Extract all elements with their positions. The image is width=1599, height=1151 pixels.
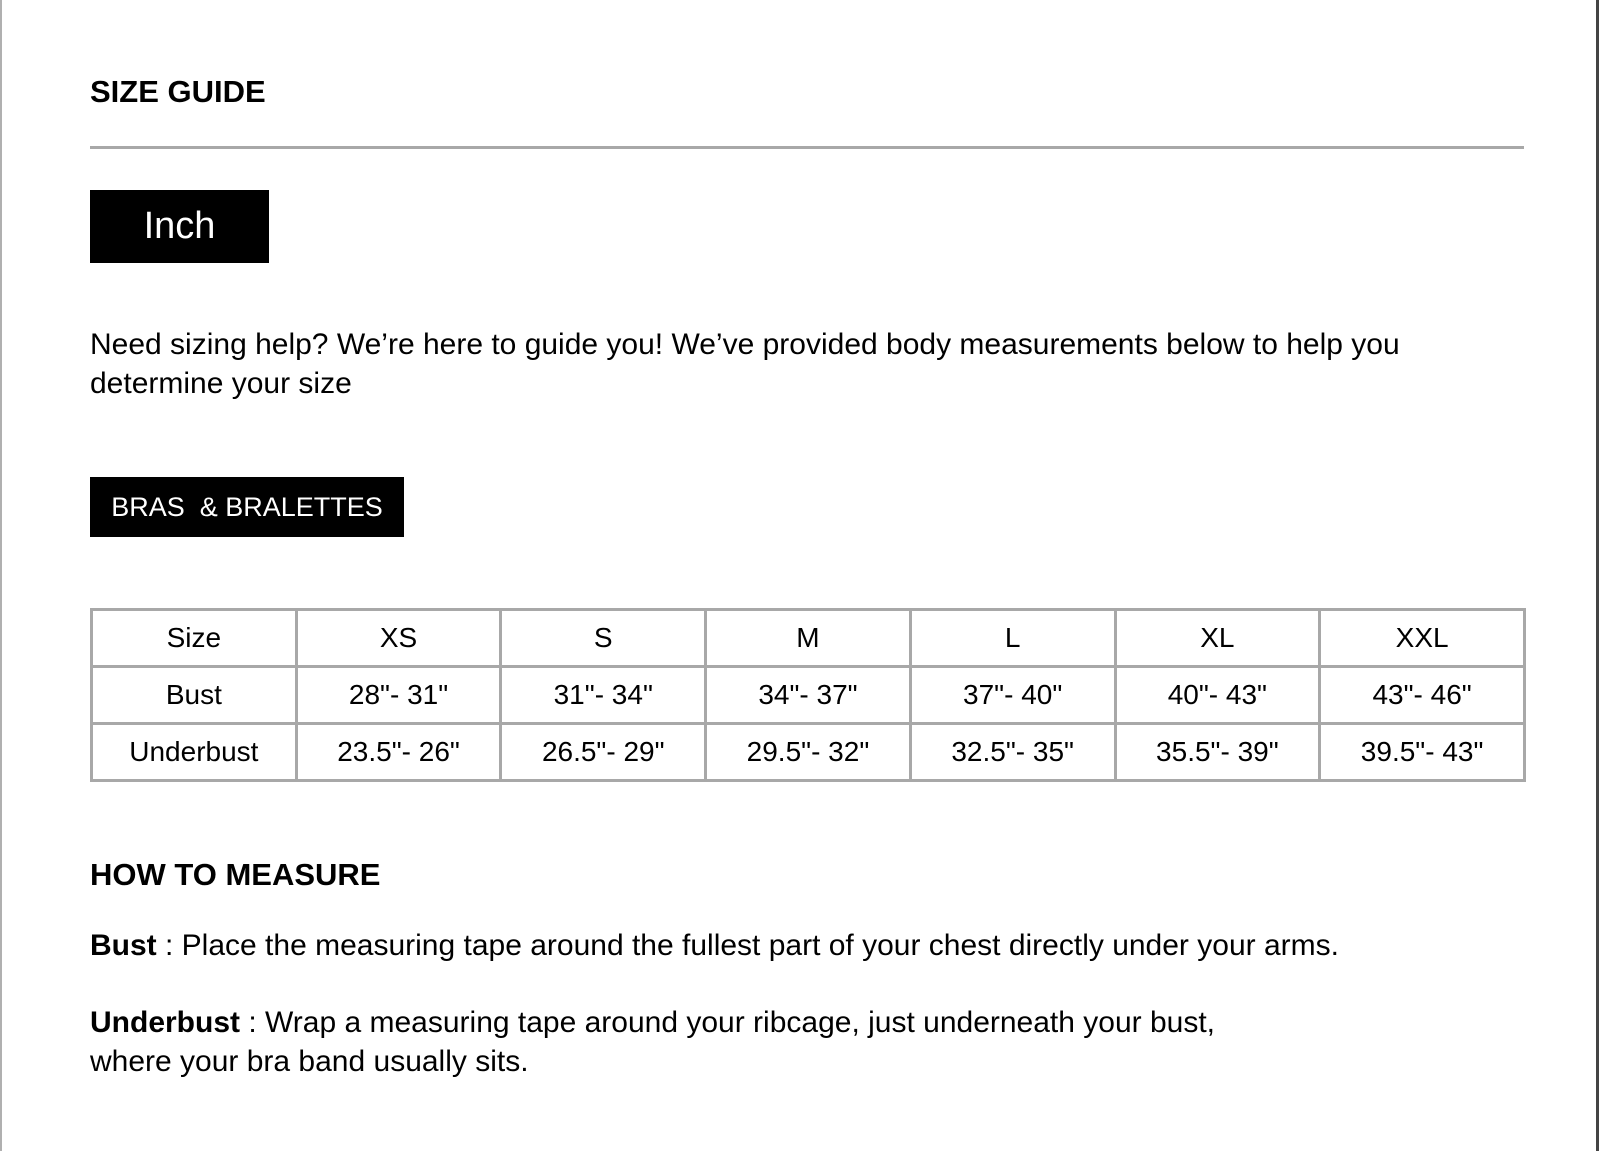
divider xyxy=(90,146,1524,149)
row-header-cell: Underbust xyxy=(92,724,297,781)
table-cell: 40"- 43" xyxy=(1115,667,1320,724)
row-header-cell: Size xyxy=(92,610,297,667)
how-to-measure-heading: HOW TO MEASURE xyxy=(90,857,381,892)
bust-text: : Place the measuring tape around the fullest part of your chest directly under your arms. xyxy=(156,929,1339,962)
table-row xyxy=(92,724,1525,781)
size-table xyxy=(90,608,1526,782)
category-label[interactable]: BRAS & BRALETTES xyxy=(90,477,404,537)
underbust-term: Underbust xyxy=(90,1006,240,1039)
table-cell: S xyxy=(501,610,706,667)
unit-inch-button[interactable]: Inch xyxy=(90,190,269,263)
table-row xyxy=(92,610,1525,667)
table-cell: 29.5"- 32" xyxy=(706,724,911,781)
table-cell: 37"- 40" xyxy=(910,667,1115,724)
table-cell: L xyxy=(910,610,1115,667)
bust-instruction xyxy=(90,926,1339,965)
table-cell: 28"- 31" xyxy=(296,667,501,724)
table-row xyxy=(92,667,1525,724)
row-header-cell: Bust xyxy=(92,667,297,724)
table-cell: 34"- 37" xyxy=(706,667,911,724)
left-border xyxy=(0,0,2,1151)
intro-text: Need sizing help? We’re here to guide you! We’ve provided body measurements below to help you determine your size xyxy=(90,328,1400,400)
underbust-text-2: where your bra band usually sits. xyxy=(90,1045,529,1078)
table-cell: 23.5"- 26" xyxy=(296,724,501,781)
underbust-text: : Wrap a measuring tape around your ribcage, just underneath your bust, xyxy=(240,1006,1216,1039)
table-cell: XXL xyxy=(1320,610,1525,667)
bust-term: Bust xyxy=(90,929,157,962)
table-cell: 32.5"- 35" xyxy=(910,724,1115,781)
table-cell: 26.5"- 29" xyxy=(501,724,706,781)
page-title: SIZE GUIDE xyxy=(90,74,266,109)
table-cell: 39.5"- 43" xyxy=(1320,724,1525,781)
table-cell: XS xyxy=(296,610,501,667)
underbust-instruction xyxy=(90,1003,1215,1081)
table-cell: M xyxy=(706,610,911,667)
table-cell: 43"- 46" xyxy=(1320,667,1525,724)
table-cell: 35.5"- 39" xyxy=(1115,724,1320,781)
table-cell: 31"- 34" xyxy=(501,667,706,724)
table-cell: XL xyxy=(1115,610,1320,667)
